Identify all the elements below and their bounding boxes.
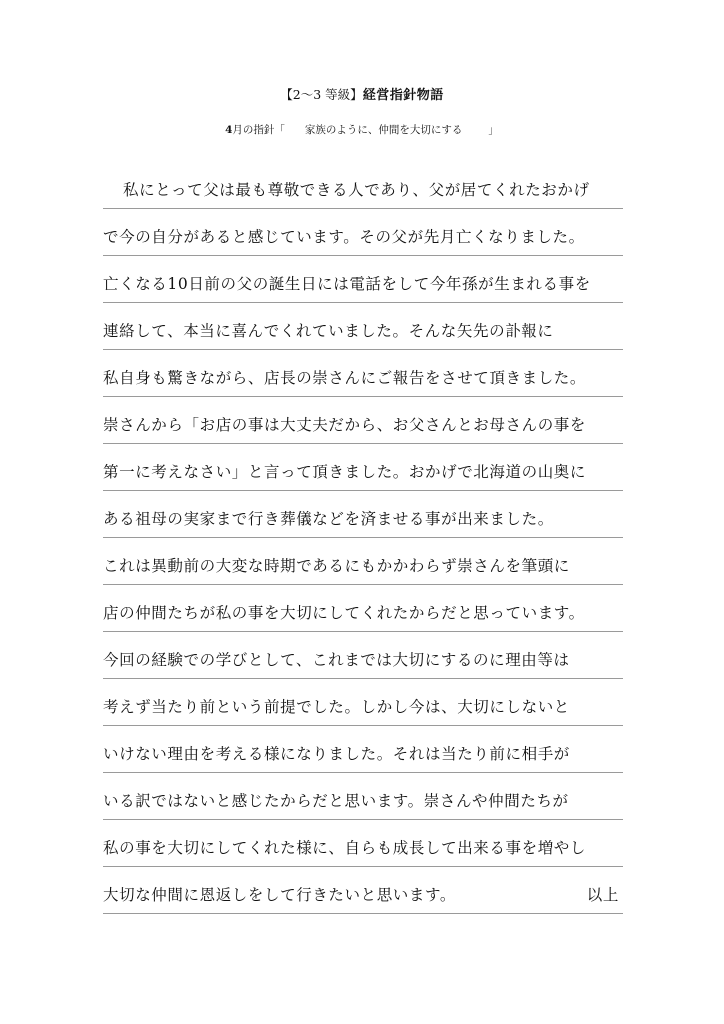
ruled-line	[103, 773, 623, 820]
ruled-line	[103, 867, 623, 914]
essay-line: 大切な仲間に恩返しをして行きたいと思います。	[103, 886, 456, 904]
ruled-line	[103, 162, 623, 209]
subtitle-close: 」	[488, 124, 499, 136]
essay-line: これは異動前の大変な時期であるにもかかわらず崇さんを筆頭に	[103, 557, 570, 575]
essay-line: で今の自分があると感じています。その父が先月亡くなりました。	[103, 228, 585, 246]
ruled-line	[103, 726, 623, 773]
essay-body	[103, 162, 623, 914]
ruled-line	[103, 538, 623, 585]
ruled-line	[103, 303, 623, 350]
ruled-line	[103, 397, 623, 444]
essay-line: 私自身も驚きながら、店長の崇さんにご報告をさせて頂きました。	[103, 369, 587, 387]
subtitle-prefix: 月の指針「	[232, 124, 285, 136]
essay-line: 考えず当たり前という前提でした。しかし今は、大切にしないと	[103, 698, 570, 716]
essay-line: ある祖母の実家まで行き葬儀などを済ませる事が出来ました。	[103, 510, 554, 528]
essay-line: 第一に考えなさい」と言って頂きました。おかげで北海道の山奥に	[103, 463, 587, 481]
document-title	[0, 84, 724, 103]
ruled-line	[103, 491, 623, 538]
essay-line: 私にとって父は最も尊敬できる人であり、父が居てくれたおかげ	[123, 181, 590, 199]
document-subtitle	[0, 122, 724, 137]
essay-line: 今回の経験での学びとして、これまでは大切にするのに理由等は	[103, 651, 570, 669]
title-main: 経営指針物語	[362, 88, 444, 103]
essay-line: 店の仲間たちが私の事を大切にしてくれたからだと思っています。	[103, 604, 585, 622]
ruled-line	[103, 350, 623, 397]
ruled-line	[103, 444, 623, 491]
subtitle-theme: 家族のように、仲間を大切にする	[304, 124, 463, 136]
essay-line: いる訳ではないと感じたからだと思います。崇さんや仲間たちが	[103, 792, 569, 810]
ruled-line	[103, 209, 623, 256]
essay-line: 崇さんから「お店の事は大丈夫だから、お父さんとお母さんの事を	[103, 416, 587, 434]
grade-label: 【2～3 等級】	[280, 87, 363, 102]
ruled-line	[103, 679, 623, 726]
ruled-line	[103, 632, 623, 679]
subtitle-month: 4	[225, 124, 233, 136]
essay-line: 連絡して、本当に喜んでくれていました。そんな矢先の訃報に	[103, 322, 554, 340]
closing-mark: 以上	[586, 886, 619, 904]
ruled-line	[103, 585, 623, 632]
ruled-line	[103, 256, 623, 303]
essay-line: 私の事を大切にしてくれた様に、自らも成長して出来る事を増やし	[103, 839, 587, 857]
essay-line: 亡くなる10日前の父の誕生日には電話をして今年孫が生まれる事を	[103, 275, 591, 293]
essay-line: いけない理由を考える様になりました。それは当たり前に相手が	[103, 745, 570, 763]
ruled-line	[103, 820, 623, 867]
